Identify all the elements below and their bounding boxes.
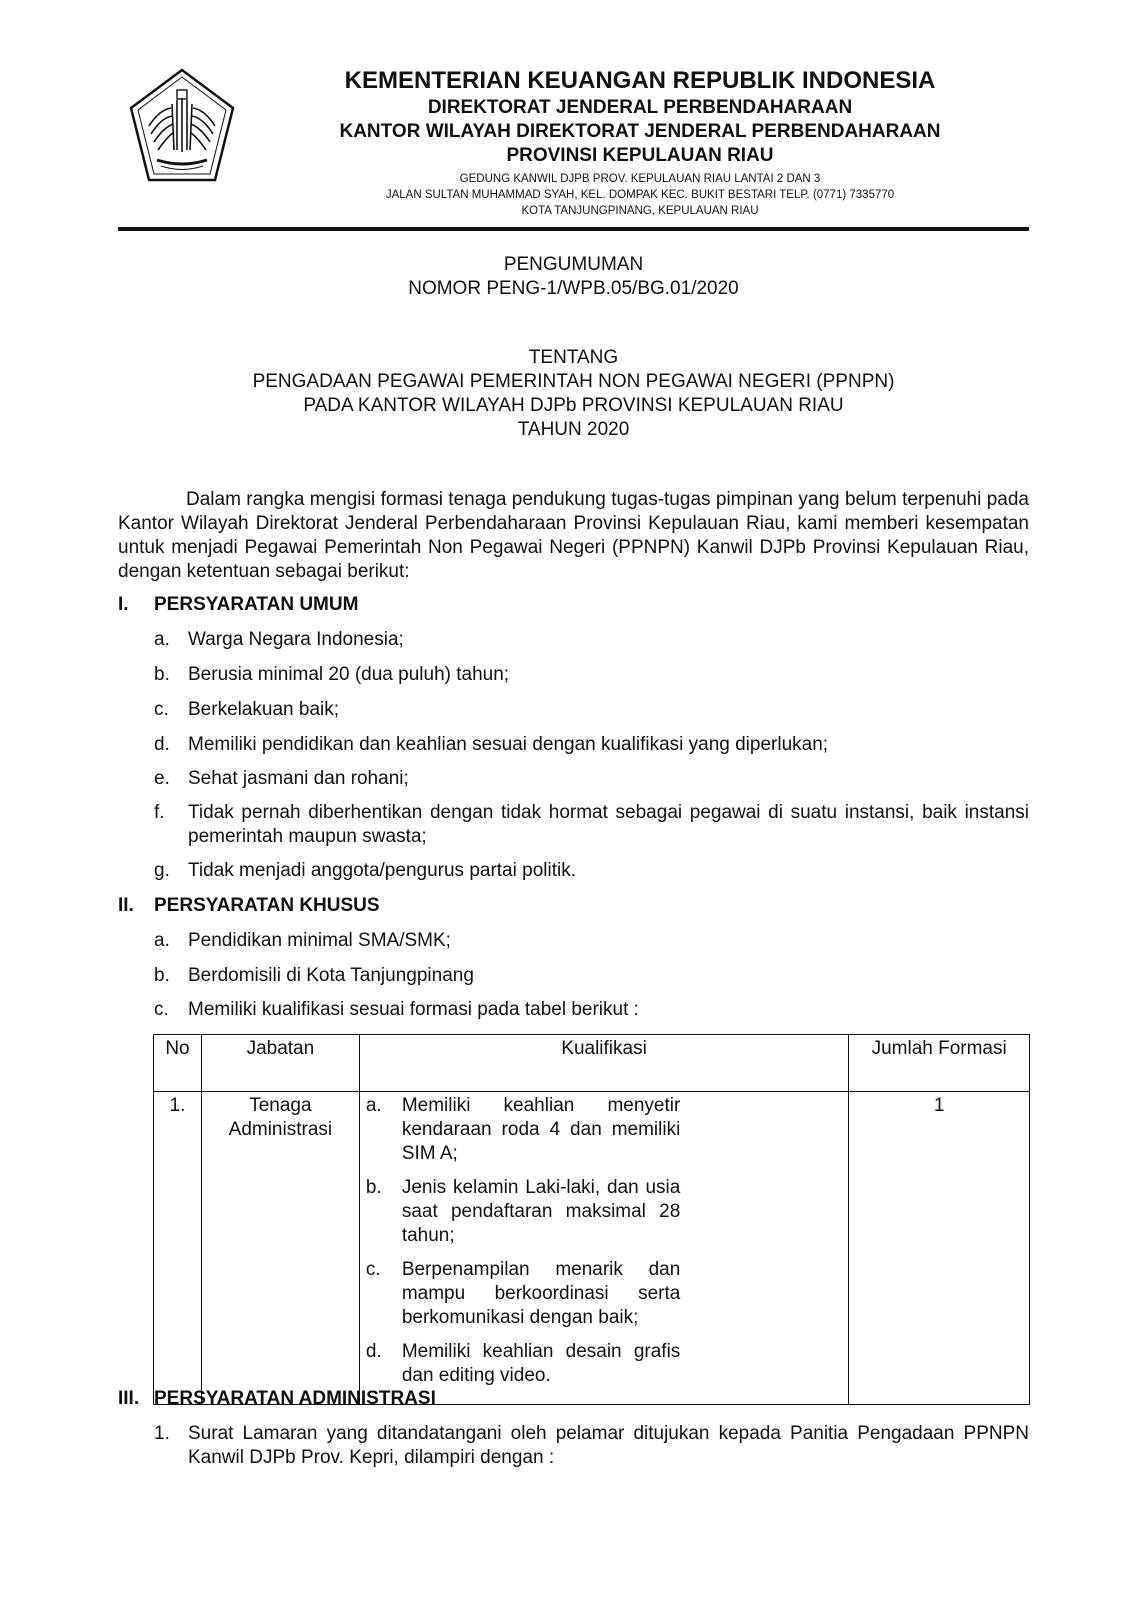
item-marker: b.: [365, 1177, 382, 1198]
qualification-item: [366, 1258, 681, 1330]
item-marker: g.: [154, 860, 170, 881]
letterhead: [250, 66, 1030, 219]
announcement-heading: [118, 253, 1029, 301]
list-item: [154, 767, 1029, 791]
section-title: PERSYARATAN UMUM: [154, 594, 359, 615]
province-name: PROVINSI KEPULAUAN RIAU: [506, 145, 774, 166]
item-text: Surat Lamaran yang ditandatangani oleh pelamar ditujukan kepada Panitia Pengadaan PPNPN Kanwil DJPb Prov. Kepri, dilampiri dengan :: [188, 1423, 1029, 1468]
list-item: [154, 859, 1029, 883]
item-marker: a.: [365, 1095, 382, 1116]
item-text: Tidak menjadi anggota/pengurus partai politik.: [188, 860, 576, 881]
formation-table: [153, 1034, 1030, 1405]
address-line-1: GEDUNG KANWIL DJPB PROV. KEPULAUAN RIAU LANTAI 2 DAN 3: [459, 173, 821, 185]
list-item: [154, 929, 1029, 953]
ministry-emblem-icon: [127, 68, 237, 186]
list-item: [154, 663, 1029, 687]
table-header-row: [154, 1035, 1030, 1092]
item-marker: f.: [154, 802, 165, 823]
qualification-item: [366, 1176, 681, 1248]
item-marker: b.: [154, 664, 170, 685]
row-no: 1.: [154, 1092, 202, 1405]
header-no: No: [154, 1035, 202, 1092]
ministry-name: KEMENTERIAN KEUANGAN REPUBLIK INDONESIA: [344, 67, 936, 94]
item-text: Berusia minimal 20 (dua puluh) tahun;: [188, 664, 510, 685]
directorate-name: DIREKTORAT JENDERAL PERBENDAHARAAN: [427, 97, 853, 118]
section-administrative-requirements: III. PERSYARATAN ADMINISTRASI: [118, 1388, 436, 1409]
item-marker: c.: [154, 699, 169, 720]
address-line-3: KOTA TANJUNGPINANG, KEPULAUAN RIAU: [521, 205, 759, 217]
item-text: Tidak pernah diberhentikan dengan tidak hormat sebagai pegawai di suatu instansi, baik instansi pemerintah maupun swasta;: [188, 802, 1029, 847]
item-marker: b.: [154, 965, 170, 986]
list-item: [154, 998, 1029, 1022]
section-title: PERSYARATAN KHUSUS: [154, 895, 380, 916]
intro-paragraph: Dalam rangka mengisi formasi tenaga pendukung tugas-tugas pimpinan yang belum terpenuhi pada Kantor Wilayah Direktorat Jenderal Perbendaharaan Provinsi Kepulauan Riau, kami memberi kesempatan untuk menjadi Pegawai Pemerintah Non Pegawai Negeri (PPNPN) Kanwil DJPb Provinsi Kepulauan Riau, dengan ketentuan sebagai berikut:: [118, 489, 1029, 582]
header-count: Jumlah Formasi: [849, 1035, 1030, 1092]
item-text: Berpenampilan menarik dan mampu berkoordinasi serta berkomunikasi dengan baik;: [401, 1259, 681, 1328]
about-label: TENTANG: [528, 347, 619, 368]
header-position: Jabatan: [201, 1035, 359, 1092]
row-qualifications: [359, 1092, 849, 1405]
letterhead-divider: [118, 227, 1029, 231]
section-special-requirements: II. PERSYARATAN KHUSUS: [118, 895, 380, 916]
item-marker: c.: [154, 999, 169, 1020]
item-marker: d.: [154, 734, 170, 755]
item-marker: e.: [154, 768, 170, 789]
item-text: Berdomisili di Kota Tanjungpinang: [188, 965, 474, 986]
item-text: Jenis kelamin Laki-laki, dan usia saat pendaftaran maksimal 28 tahun;: [401, 1177, 681, 1246]
section-general-requirements: I. PERSYARATAN UMUM: [118, 594, 359, 615]
item-text: Sehat jasmani dan rohani;: [188, 768, 409, 789]
item-marker: 1.: [154, 1423, 170, 1444]
row-position: Tenaga Administrasi: [201, 1092, 359, 1405]
header-qualification: Kualifikasi: [359, 1035, 849, 1092]
list-item: [154, 628, 1029, 652]
subject-line-2: PADA KANTOR WILAYAH DJPb PROVINSI KEPULAUAN RIAU: [303, 395, 844, 416]
item-text: Berkelakuan baik;: [188, 699, 340, 720]
section-title: PERSYARATAN ADMINISTRASI: [154, 1388, 436, 1409]
item-marker: d.: [365, 1341, 382, 1362]
list-item: [154, 964, 1029, 988]
item-text: Pendidikan minimal SMA/SMK;: [188, 930, 451, 951]
row-count: 1: [849, 1092, 1030, 1405]
address-line-2: JALAN SULTAN MUHAMMAD SYAH, KEL. DOMPAK KEC. BUKIT BESTARI TELP. (0771) 7335770: [385, 189, 895, 201]
list-item: [154, 801, 1029, 849]
item-marker: a.: [154, 629, 170, 650]
qualification-item: [366, 1094, 681, 1166]
item-text: Memiliki kualifikasi sesuai formasi pada tabel berikut :: [188, 999, 639, 1020]
list-item: [154, 698, 1029, 722]
announcement-number: NOMOR PENG-1/WPB.05/BG.01/2020: [408, 278, 739, 299]
item-text: Memiliki keahlian desain grafis dan editing video.: [401, 1341, 681, 1386]
subject-line-1: PENGADAAN PEGAWAI PEMERINTAH NON PEGAWAI NEGERI (PPNPN): [252, 371, 895, 392]
table-row: [154, 1092, 1030, 1405]
item-text: Warga Negara Indonesia;: [188, 629, 404, 650]
list-item: [154, 733, 1029, 757]
item-text: Memiliki pendidikan dan keahlian sesuai dengan kualifikasi yang diperlukan;: [188, 734, 829, 755]
qualification-item: [366, 1340, 681, 1388]
item-text: Memiliki keahlian menyetir kendaraan roda 4 dan memiliki SIM A;: [401, 1095, 681, 1164]
subject-line-3: TAHUN 2020: [517, 419, 630, 440]
list-item: [154, 1422, 1029, 1470]
announcement-subject: [118, 346, 1029, 442]
item-marker: c.: [365, 1259, 381, 1280]
announcement-title: PENGUMUMAN: [503, 254, 644, 275]
item-marker: a.: [154, 930, 170, 951]
office-name: KANTOR WILAYAH DIREKTORAT JENDERAL PERBENDAHARAAN: [339, 121, 941, 142]
